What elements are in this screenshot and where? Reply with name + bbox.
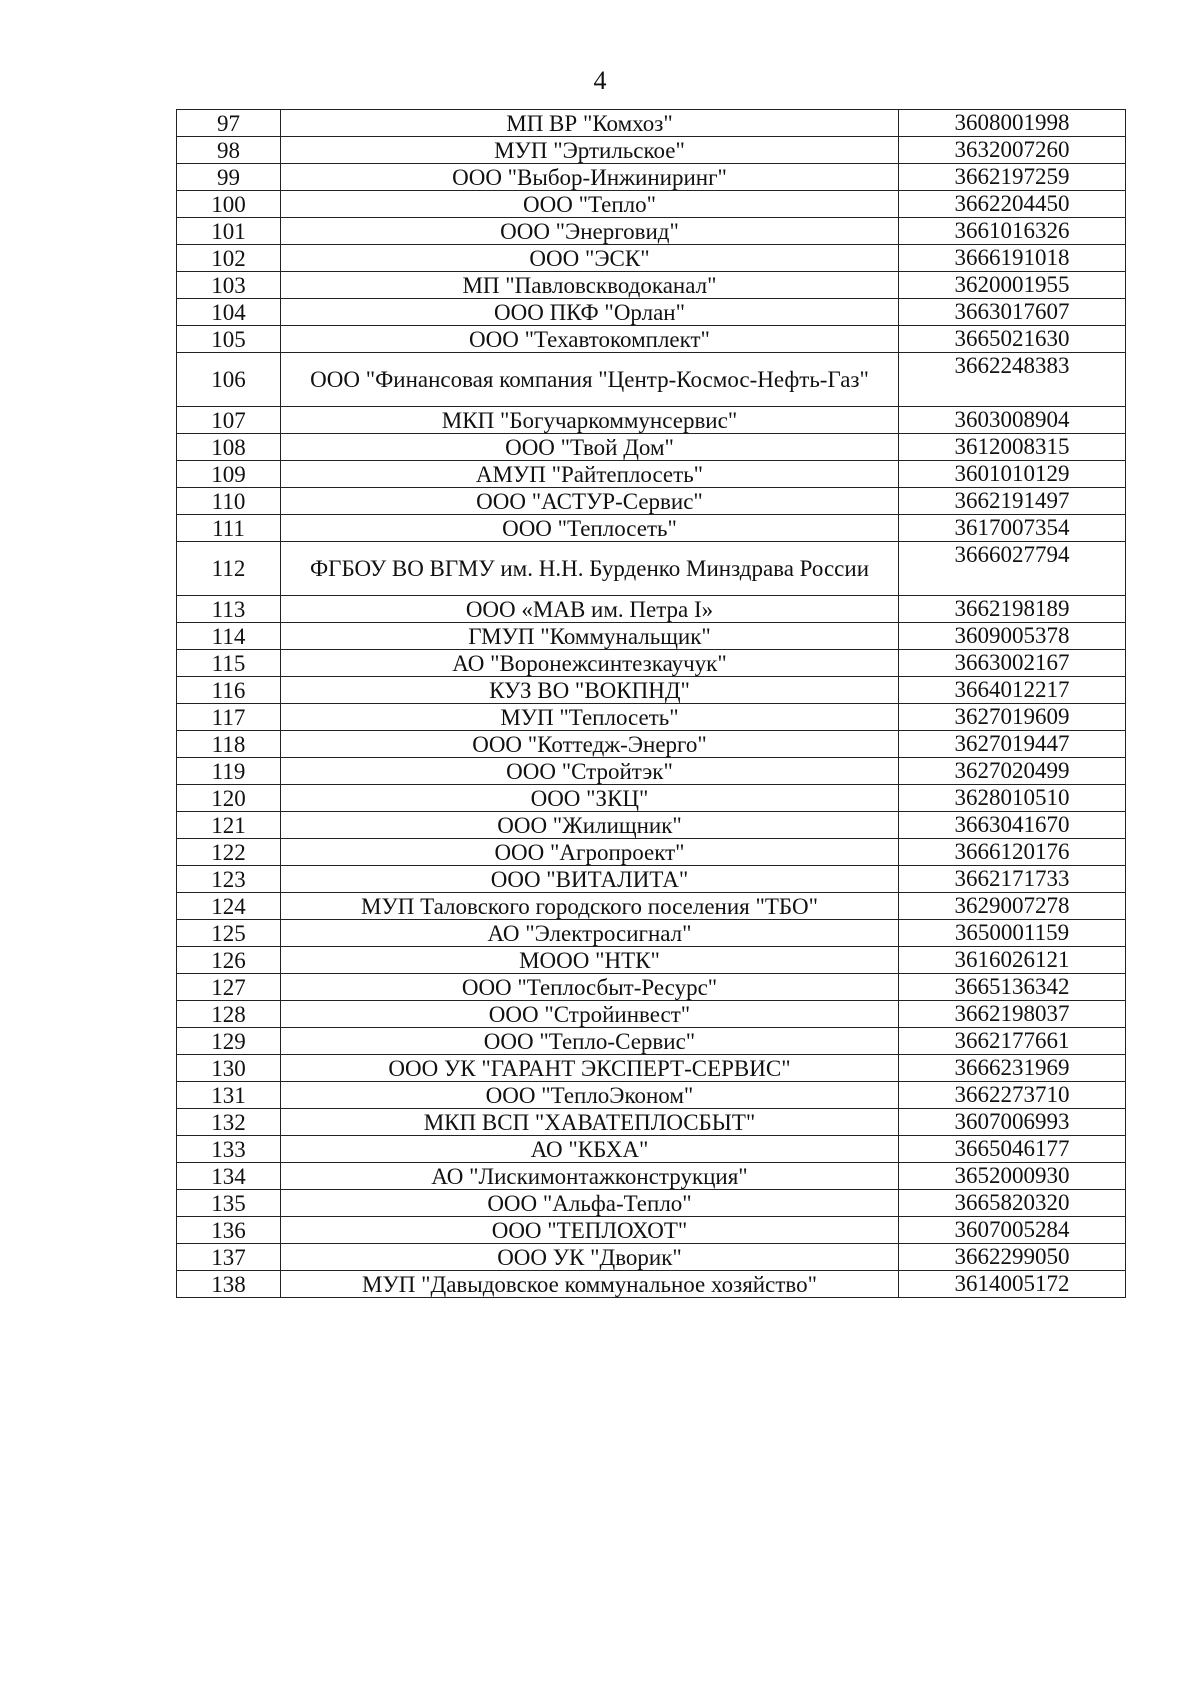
inn-cell: 3601010129: [899, 461, 1126, 488]
table-row: [177, 245, 1126, 272]
table-row: [177, 1055, 1126, 1082]
table-row: [177, 596, 1126, 623]
row-number-cell: 106: [177, 353, 281, 407]
table-row: [177, 650, 1126, 677]
inn-cell: 3662273710: [899, 1082, 1126, 1109]
row-number-cell: 105: [177, 326, 281, 353]
row-number-cell: 100: [177, 191, 281, 218]
inn-cell: 3627020499: [899, 758, 1126, 785]
organization-name-cell: ООО "Финансовая компания "Центр-Космос-Нефть-Газ": [281, 353, 899, 407]
table-row: [177, 299, 1126, 326]
inn-cell: 3665136342: [899, 974, 1126, 1001]
table-row: [177, 677, 1126, 704]
organization-name-cell: ООО "ТЕПЛОХОТ": [281, 1217, 899, 1244]
table-row: [177, 731, 1126, 758]
row-number-cell: 97: [177, 110, 281, 137]
organization-name-cell: ООО "Теплосеть": [281, 515, 899, 542]
inn-cell: 3662299050: [899, 1244, 1126, 1271]
table-row: [177, 1190, 1126, 1217]
organization-name-cell: АО "КБХА": [281, 1136, 899, 1163]
inn-cell: 3620001955: [899, 272, 1126, 299]
inn-cell: 3666231969: [899, 1055, 1126, 1082]
row-number-cell: 131: [177, 1082, 281, 1109]
inn-cell: 3663041670: [899, 812, 1126, 839]
inn-cell: 3665021630: [899, 326, 1126, 353]
organization-name-cell: ООО «МАВ им. Петра I»: [281, 596, 899, 623]
row-number-cell: 129: [177, 1028, 281, 1055]
inn-cell: 3603008904: [899, 407, 1126, 434]
table-row: [177, 1163, 1126, 1190]
row-number-cell: 117: [177, 704, 281, 731]
inn-cell: 3662198189: [899, 596, 1126, 623]
organization-name-cell: ООО "Тепло-Сервис": [281, 1028, 899, 1055]
organization-name-cell: МП "Павловскводоканал": [281, 272, 899, 299]
table-row: [177, 515, 1126, 542]
page-number: 4: [593, 66, 607, 95]
inn-cell: 3607006993: [899, 1109, 1126, 1136]
inn-cell: 3662248383: [899, 353, 1126, 407]
row-number-cell: 98: [177, 137, 281, 164]
organization-name-cell: МООО "НТК": [281, 947, 899, 974]
row-number-cell: 138: [177, 1271, 281, 1298]
table-row: [177, 704, 1126, 731]
row-number-cell: 136: [177, 1217, 281, 1244]
inn-cell: 3616026121: [899, 947, 1126, 974]
organization-name-cell: МУП "Давыдовское коммунальное хозяйство": [281, 1271, 899, 1298]
row-number-cell: 137: [177, 1244, 281, 1271]
inn-cell: 3663002167: [899, 650, 1126, 677]
row-number-cell: 127: [177, 974, 281, 1001]
row-number-cell: 115: [177, 650, 281, 677]
inn-cell: 3662177661: [899, 1028, 1126, 1055]
table-row: [177, 110, 1126, 137]
inn-cell: 3632007260: [899, 137, 1126, 164]
table-row: [177, 488, 1126, 515]
row-number-cell: 118: [177, 731, 281, 758]
organization-name-cell: ООО "ВИТАЛИТА": [281, 866, 899, 893]
row-number-cell: 101: [177, 218, 281, 245]
organization-name-cell: КУЗ ВО "ВОКПНД": [281, 677, 899, 704]
row-number-cell: 108: [177, 434, 281, 461]
row-number-cell: 113: [177, 596, 281, 623]
inn-cell: 3662191497: [899, 488, 1126, 515]
row-number-cell: 125: [177, 920, 281, 947]
row-number-cell: 107: [177, 407, 281, 434]
row-number-cell: 102: [177, 245, 281, 272]
inn-cell: 3609005378: [899, 623, 1126, 650]
row-number-cell: 110: [177, 488, 281, 515]
organization-name-cell: ООО "Выбор-Инжиниринг": [281, 164, 899, 191]
row-number-cell: 109: [177, 461, 281, 488]
table-row: [177, 839, 1126, 866]
table-row: [177, 137, 1126, 164]
inn-cell: 3628010510: [899, 785, 1126, 812]
table-row: [177, 1217, 1126, 1244]
table-row: [177, 434, 1126, 461]
table-row: [177, 1244, 1126, 1271]
inn-cell: 3666120176: [899, 839, 1126, 866]
inn-cell: 3650001159: [899, 920, 1126, 947]
table-row: [177, 893, 1126, 920]
inn-cell: 3629007278: [899, 893, 1126, 920]
organization-name-cell: ООО "Агропроект": [281, 839, 899, 866]
inn-cell: 3617007354: [899, 515, 1126, 542]
row-number-cell: 123: [177, 866, 281, 893]
row-number-cell: 119: [177, 758, 281, 785]
table-row: [177, 326, 1126, 353]
table-row: [177, 191, 1126, 218]
row-number-cell: 124: [177, 893, 281, 920]
organization-name-cell: АО "Лискимонтажконструкция": [281, 1163, 899, 1190]
inn-cell: 3665820320: [899, 1190, 1126, 1217]
organization-name-cell: ООО УК "ГАРАНТ ЭКСПЕРТ-СЕРВИС": [281, 1055, 899, 1082]
row-number-cell: 132: [177, 1109, 281, 1136]
inn-cell: 3663017607: [899, 299, 1126, 326]
table-row: [177, 218, 1126, 245]
row-number-cell: 134: [177, 1163, 281, 1190]
organizations-table-body: [177, 110, 1126, 1298]
inn-cell: 3664012217: [899, 677, 1126, 704]
organization-name-cell: МУП "Эртильское": [281, 137, 899, 164]
organization-name-cell: ООО "АСТУР-Сервис": [281, 488, 899, 515]
inn-cell: 3612008315: [899, 434, 1126, 461]
organization-name-cell: ООО "Коттедж-Энерго": [281, 731, 899, 758]
organizations-table: [176, 109, 1126, 1298]
organization-name-cell: МУП Таловского городского поселения "ТБО": [281, 893, 899, 920]
row-number-cell: 121: [177, 812, 281, 839]
organization-name-cell: ООО "Энерговид": [281, 218, 899, 245]
inn-cell: 3608001998: [899, 110, 1126, 137]
row-number-cell: 130: [177, 1055, 281, 1082]
table-row: [177, 947, 1126, 974]
inn-cell: 3662198037: [899, 1001, 1126, 1028]
row-number-cell: 128: [177, 1001, 281, 1028]
organization-name-cell: ООО "Техавтокомплект": [281, 326, 899, 353]
organization-name-cell: ООО "Стройинвест": [281, 1001, 899, 1028]
row-number-cell: 104: [177, 299, 281, 326]
table-row: [177, 1001, 1126, 1028]
table-row: [177, 1271, 1126, 1298]
row-number-cell: 103: [177, 272, 281, 299]
table-row: [177, 1028, 1126, 1055]
table-row: [177, 1082, 1126, 1109]
organization-name-cell: ООО "Теплосбыт-Ресурс": [281, 974, 899, 1001]
inn-cell: 3666027794: [899, 542, 1126, 596]
table-row: [177, 1109, 1126, 1136]
organization-name-cell: АО "Воронежсинтезкаучук": [281, 650, 899, 677]
row-number-cell: 111: [177, 515, 281, 542]
inn-cell: 3662171733: [899, 866, 1126, 893]
organization-name-cell: ООО "Жилищник": [281, 812, 899, 839]
table-row: [177, 164, 1126, 191]
row-number-cell: 99: [177, 164, 281, 191]
inn-cell: 3627019609: [899, 704, 1126, 731]
table-row: [177, 353, 1126, 407]
table-row: [177, 542, 1126, 596]
row-number-cell: 126: [177, 947, 281, 974]
inn-cell: 3662204450: [899, 191, 1126, 218]
inn-cell: 3607005284: [899, 1217, 1126, 1244]
table-row: [177, 461, 1126, 488]
organization-name-cell: МКП ВСП "ХАВАТЕПЛОСБЫТ": [281, 1109, 899, 1136]
row-number-cell: 135: [177, 1190, 281, 1217]
table-row: [177, 1136, 1126, 1163]
inn-cell: 3614005172: [899, 1271, 1126, 1298]
inn-cell: 3627019447: [899, 731, 1126, 758]
organization-name-cell: ГМУП "Коммунальщик": [281, 623, 899, 650]
inn-cell: 3662197259: [899, 164, 1126, 191]
table-row: [177, 623, 1126, 650]
inn-cell: 3661016326: [899, 218, 1126, 245]
organization-name-cell: ООО "ЭСК": [281, 245, 899, 272]
organization-name-cell: МП ВР "Комхоз": [281, 110, 899, 137]
table-row: [177, 272, 1126, 299]
row-number-cell: 120: [177, 785, 281, 812]
inn-cell: 3652000930: [899, 1163, 1126, 1190]
table-row: [177, 866, 1126, 893]
organization-name-cell: МУП "Теплосеть": [281, 704, 899, 731]
row-number-cell: 133: [177, 1136, 281, 1163]
table-row: [177, 974, 1126, 1001]
organization-name-cell: ООО "Стройтэк": [281, 758, 899, 785]
organization-name-cell: ООО "Тепло": [281, 191, 899, 218]
inn-cell: 3665046177: [899, 1136, 1126, 1163]
organization-name-cell: ООО ПКФ "Орлан": [281, 299, 899, 326]
table-row: [177, 785, 1126, 812]
organization-name-cell: АО "Электросигнал": [281, 920, 899, 947]
row-number-cell: 122: [177, 839, 281, 866]
organization-name-cell: ООО "ЗКЦ": [281, 785, 899, 812]
organization-name-cell: ООО "Твой Дом": [281, 434, 899, 461]
table-row: [177, 812, 1126, 839]
table-row: [177, 407, 1126, 434]
organization-name-cell: ООО "Альфа-Тепло": [281, 1190, 899, 1217]
row-number-cell: 114: [177, 623, 281, 650]
row-number-cell: 116: [177, 677, 281, 704]
inn-cell: 3666191018: [899, 245, 1126, 272]
organization-name-cell: ООО "ТеплоЭконом": [281, 1082, 899, 1109]
organization-name-cell: АМУП "Райтеплосеть": [281, 461, 899, 488]
organization-name-cell: ООО УК "Дворик": [281, 1244, 899, 1271]
table-row: [177, 758, 1126, 785]
organization-name-cell: ФГБОУ ВО ВГМУ им. Н.Н. Бурденко Минздрава России: [281, 542, 899, 596]
row-number-cell: 112: [177, 542, 281, 596]
organization-name-cell: МКП "Богучаркоммунсервис": [281, 407, 899, 434]
table-row: [177, 920, 1126, 947]
